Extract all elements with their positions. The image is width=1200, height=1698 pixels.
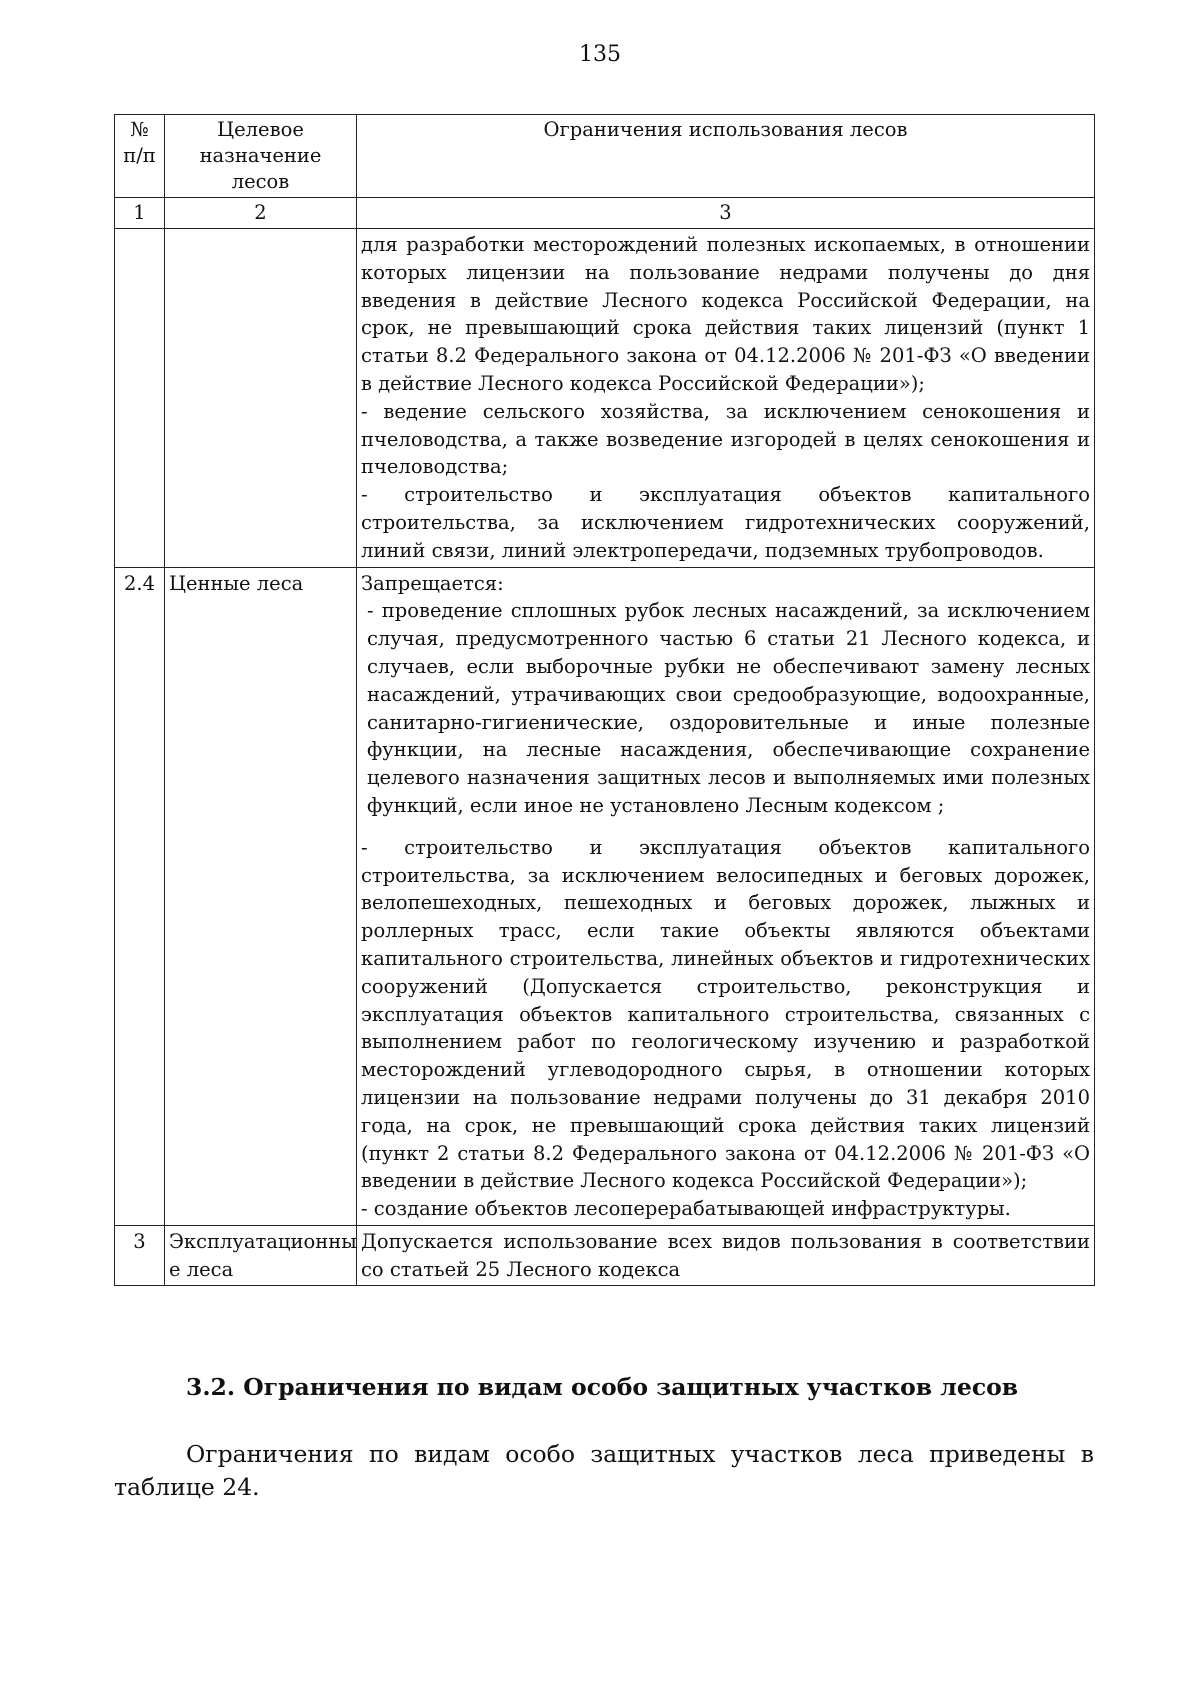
table-row bbox=[115, 1225, 1095, 1286]
restriction-paragraph: - проведение сплошных рубок лесных насаждений, за исключением случая, предусмотренного частью 6 статьи 21 Лесного кодекса, и случаев, если выборочные рубки не обеспечивают замену лесных насаждений, утрачивающих свои средообразующие, водоохранные, санитарно-гигиенические, оздоровительные и иные полезные функции, на лесные насаждения, обеспечивающие сохранение целевого назначения защитных лесов и выполняемых ими полезных функций, если иное не установлено Лесным кодексом ; bbox=[367, 599, 1090, 817]
row-purpose: Эксплуатационны е леса bbox=[165, 1225, 357, 1286]
section-heading: 3.2. Ограничения по видам особо защитных участков лесов bbox=[186, 1373, 1019, 1401]
restriction-paragraph: - строительство и эксплуатация объектов капитального строительства, за исключением велосипедных и беговых дорожек, велопешеходных, пешеходных и беговых дорожек, лыжных и роллерных трасс, если такие объекты являются объектами капитального строительства, линейных объектов и гидротехнических сооружений (Допускается строительство, реконструкция и эксплуатация объектов капитального строительства, связанных с выполнением работ по геологическому изучению и разработкой месторождений углеводородного сырья, в отношении которых лицензии на пользование недрами получены до 31 декабря 2010 года, на срок, не превышающий срока действия таких лицензий (пункт 2 статьи 8.2 Федерального закона от 04.12.2006 № 201-ФЗ «О введении в действие Лесного кодекса Российской Федерации»); bbox=[361, 835, 1090, 1193]
restriction-paragraph: - создание объектов лесоперерабатывающей инфраструктуры. bbox=[361, 1197, 1011, 1221]
row-number: 2.4 bbox=[115, 567, 165, 1225]
restriction-intro: Запрещается: bbox=[361, 571, 504, 595]
row-number bbox=[115, 229, 165, 568]
restriction-paragraph: - строительство и эксплуатация объектов капитального строительства, за исключением гидротехнических сооружений, линий связи, линий электропередачи, подземных трубопроводов. bbox=[361, 483, 1090, 562]
column-number-1: 1 bbox=[115, 198, 165, 229]
restriction-paragraph: - ведение сельского хозяйства, за исключением сенокошения и пчеловодства, а также возведение изгородей в целях сенокошения и пчеловодства; bbox=[361, 399, 1090, 479]
row-purpose: Ценные леса bbox=[165, 567, 357, 1225]
column-number-row bbox=[115, 198, 1095, 229]
table-header-row bbox=[115, 115, 1095, 198]
table-row bbox=[115, 229, 1095, 568]
restriction-indented-block bbox=[361, 597, 1090, 819]
paragraph-gap bbox=[361, 820, 1090, 834]
body-paragraph: Ограничения по видам особо защитных участков леса приведены в таблице 24. bbox=[114, 1440, 1094, 1501]
row-restrictions bbox=[357, 229, 1095, 568]
restriction-paragraph: Допускается использование всех видов пользования в соответствии со статьей 25 Лесного кодекса bbox=[361, 1229, 1090, 1281]
column-number-3: 3 bbox=[357, 198, 1095, 229]
restrictions-table bbox=[114, 114, 1095, 1286]
header-number: № п/п bbox=[115, 115, 165, 198]
row-restrictions bbox=[357, 567, 1095, 1225]
column-number-2: 2 bbox=[165, 198, 357, 229]
header-purpose: Целевое назначение лесов bbox=[165, 115, 357, 198]
page-number: 135 bbox=[579, 42, 621, 67]
table-row bbox=[115, 567, 1095, 1225]
row-restrictions bbox=[357, 1225, 1095, 1286]
header-restrictions: Ограничения использования лесов bbox=[357, 115, 1095, 198]
row-number: 3 bbox=[115, 1225, 165, 1286]
restriction-paragraph: для разработки месторождений полезных ископаемых, в отношении которых лицензии на пользование недрами получены до дня введения в действие Лесного кодекса Российской Федерации, на срок, не превышающий срока действия таких лицензий (пункт 1 статьи 8.2 Федерального закона от 04.12.2006 № 201-ФЗ «О введении в действие Лесного кодекса Российской Федерации»); bbox=[361, 233, 1090, 395]
row-purpose bbox=[165, 229, 357, 568]
